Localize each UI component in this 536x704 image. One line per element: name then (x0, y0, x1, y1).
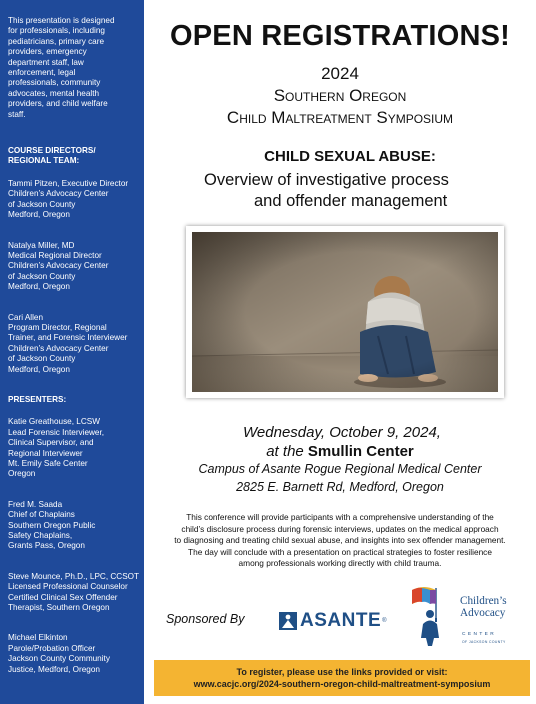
description-line: child’s disclosure process during forensic interviews, updates on the medical approach (181, 523, 499, 534)
symposium-name: Child Maltreatment Symposium (226, 108, 454, 127)
symposium-region: Southern Oregon (273, 86, 407, 105)
registration-banner (154, 660, 530, 696)
presenter-entry (8, 417, 138, 479)
topic-heading: CHILD SEXUAL ABUSE: (264, 148, 436, 165)
description-line: The day will conclude with a presentation on practical strategies to foster resilience (188, 546, 492, 557)
director-detail: Medford, Oregon (8, 210, 70, 220)
presenter-detail: Lead Forensic Interviewer, (8, 427, 105, 437)
intro-line: department staff, law (8, 57, 84, 67)
sidebar (0, 0, 144, 704)
presenter-detail: Grants Pass, Oregon (8, 541, 85, 551)
director-detail: of Jackson County (8, 271, 76, 281)
director-entry (8, 241, 138, 293)
intro-line: providers, emergency (8, 47, 87, 57)
presenter-detail: Certified Clinical Sex Offender (8, 592, 118, 602)
intro-line: providers, and child welfare (8, 99, 108, 109)
intro-line: staff. (8, 109, 26, 119)
presenter-entry (8, 572, 138, 614)
asante-mark-icon (278, 610, 298, 632)
director-detail: of Jackson County (8, 199, 76, 209)
director-name: Natalya Miller, MD (8, 240, 75, 250)
heading-line: REGIONAL TEAM: (8, 156, 80, 166)
heading-line: COURSE DIRECTORS/ (8, 146, 96, 156)
event-year: 2024 (321, 64, 359, 83)
directors-heading (8, 146, 138, 167)
presenter-detail: Mt. Emily Safe Center (8, 459, 88, 468)
venue-name: Smullin Center (307, 443, 414, 460)
presenter-detail: Oregon (8, 469, 36, 479)
topic-subtitle-line2: and offender management (254, 192, 448, 210)
event-campus: Campus of Asante Rogue Regional Medical Center (198, 462, 482, 476)
venue-prefix: at the (266, 443, 304, 460)
childrens-advocacy-center-logo (406, 584, 526, 648)
cac-line: Children’s (460, 595, 507, 607)
event-venue-line (144, 443, 536, 460)
director-detail: Program Director, Regional (8, 322, 107, 332)
page-title: OPEN REGISTRATIONS! (169, 20, 510, 52)
child-with-flag-icon (406, 584, 462, 648)
presenter-name: Fred M. Saada (8, 499, 63, 509)
presenter-detail: Safety Chaplains, (8, 531, 73, 541)
presenter-detail: Jackson County Community (8, 654, 110, 664)
cac-line: Advocacy (460, 606, 506, 619)
presenter-detail: Licensed Professional Counselor (8, 582, 128, 592)
asante-wordmark: ASANTE (300, 610, 382, 631)
director-detail: Children’s Advocacy Center (8, 343, 109, 353)
hero-photo (186, 226, 504, 398)
intro-line: for professionals, including (8, 26, 105, 36)
intro-line: professionals, community (8, 78, 101, 88)
presenter-name: Katie Greathouse, LCSW (8, 417, 100, 427)
registration-link[interactable]: www.cacjc.org/2024-southern-oregon-child-maltreatment-symposium (193, 679, 491, 689)
presenter-detail: Chief of Chaplains (8, 510, 75, 520)
presenter-name: Michael Elkinton (8, 633, 68, 643)
event-description (144, 512, 536, 570)
cac-county-label: OF JACKSON COUNTY (462, 640, 506, 644)
presenter-detail: Justice, Medford, Oregon (8, 664, 100, 674)
presenter-detail: Parole/Probation Officer (8, 643, 96, 653)
description-line: to diagnosing and treating child sexual abuse, and insights into sex offender management. (174, 535, 506, 546)
presenter-entry (8, 633, 138, 675)
director-detail: Medford, Oregon (8, 364, 70, 374)
intro-line: enforcement, legal (8, 68, 76, 78)
sponsored-by-label: Sponsored By (166, 612, 245, 626)
cac-center-label: CENTER (462, 632, 497, 637)
intro-line: advocates, mental health (8, 88, 100, 98)
director-name: Tammi Pitzen, Executive Director (8, 178, 129, 188)
director-name: Cari Allen (8, 312, 44, 322)
topic-subtitle-line1: Overview of investigative process (204, 171, 449, 189)
presenter-detail: Clinical Supervisor, and (8, 438, 94, 448)
audience-intro (8, 16, 138, 120)
director-detail: Medical Regional Director (8, 250, 102, 260)
asante-logo (278, 608, 387, 634)
presenter-detail: Therapist, Southern Oregon (8, 603, 110, 613)
presenter-entry (8, 500, 138, 552)
registration-instruction: To register, please use the links provided or visit: (236, 667, 448, 677)
director-entry (8, 179, 138, 221)
main-content (144, 0, 536, 704)
event-date: Wednesday, October 9, 2024, (243, 424, 441, 441)
presenter-detail: Southern Oregon Public (8, 520, 96, 530)
director-entry (8, 313, 138, 375)
director-detail: of Jackson County (8, 354, 76, 364)
director-detail: Children’s Advocacy Center (8, 261, 109, 271)
director-detail: Medford, Oregon (8, 282, 70, 292)
event-address: 2825 E. Barnett Rd, Medford, Oregon (236, 480, 444, 494)
child-photo-illustration (192, 232, 498, 392)
intro-line: pediatricians, primary care (8, 36, 105, 46)
asante-trademark: ® (382, 618, 387, 624)
description-line: among professionals working directly with child trauma. (238, 558, 442, 569)
director-detail: Trainer, and Forensic Interviewer (8, 333, 128, 343)
presenters-heading: PRESENTERS: (8, 394, 67, 404)
cac-wordmark (460, 596, 507, 619)
intro-line: This presentation is designed (8, 16, 115, 25)
presenter-detail: Regional Interviewer (8, 448, 83, 458)
director-detail: Children’s Advocacy Center (8, 189, 109, 199)
presenter-name: Steve Mounce, Ph.D., LPC, CCSOT (8, 571, 140, 581)
description-line: This conference will provide participants with a comprehensive understanding of the (186, 512, 494, 522)
